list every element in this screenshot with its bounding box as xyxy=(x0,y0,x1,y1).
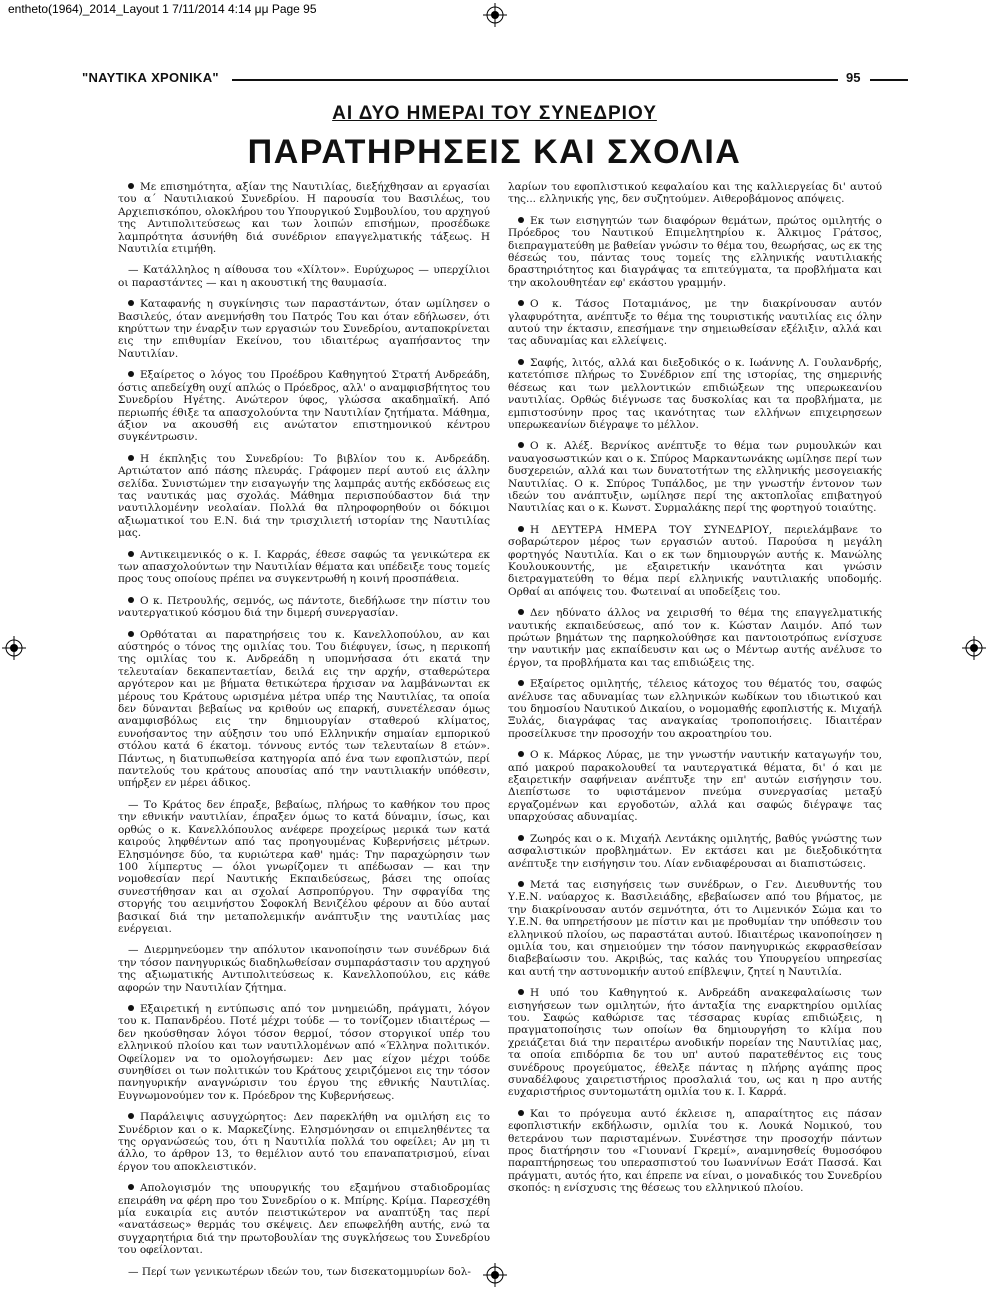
paragraph: Εξαίρετος ομιλητής, τέλειος κάτοχος του θέματός του, σαφώς ανέλυσε τας αδυναμίας των ελληνικών κωδίκων του ιδιωτικού και του δημοσίου Ναυτικού Δικαίου, ο νομομαθής εφοπλιστής κ. Μιχαήλ Ξυλάς, διαγράφας τας αναγκαίας τροποποιήσεις. Ιδιαιτέραν προσείλκυσε την προσοχήν του ακροατηρίου του. xyxy=(508,678,882,740)
bullet-icon xyxy=(518,300,524,306)
bullet-icon xyxy=(518,609,524,615)
paragraph: Εξαίρετος ο λόγος του Προέδρου Καθηγητού Στρατή Ανδρεάδη, όστις απεδείχθη ουχί απλώς ο Πρόεδρος, αλλ' ο αναμφισβήτητος του Συνεδρίου Ηγέτης. Ανώτερον ύφος, γλώσσα ακαδημαϊκή. Από περιωπής έθιξε τα απασχολούντα την Ναυτιλίαν ζητήματα. Μάθημα, άξιον να ακουσθή εις ανώτατον επιστημονικού κέντρου συγκέντρωσιν. xyxy=(118,369,490,444)
paragraph: Εξαιρετική η εντύπωσις από τον μνημειώδη, πράγματι, λόγον του κ. Παπανδρέου. Ποτέ μέχρι τούδε — το τονίζομεν ιδιαιτέρως — δεν ηκούσθησαν λόγοι τόσον θερμοί, τόσον στοργικοί υπέρ του ελληνικού πλοίου και των ναυτιλλομένων από «Έλληνα πολιτικόν. Οφείλομεν να το ομολογήσωμεν: Δεν μας είχον μέχρι τούδε συνηθίσει οι των πολιτικών του Κράτους χειριζόμενοι εις την τόσον πανηγυρικήν αναγνώρισιν του έργου της εθνικής Ναυτιλίας. Ευγνωμονούμεν τον κ. Πρόεδρον της Κυβερνήσεως. xyxy=(118,1002,490,1102)
paragraph: Παράλειψις ασυγχώρητος: Δεν παρεκλήθη να ομιλήση εις το Συνέδριον και ο κ. Μαρκεζίνης. Ελησμόνησαν οι επιμεληθέντες τα της οργανώσεώς του, ότι η Ναυτιλία πολλά του οφείλει; Αν μη τι άλλο, το άρθρον 13, το θεμέλιον αυτό του επαναπατρισμού, είναι έργον του αποκλειστικόν. xyxy=(118,1111,490,1173)
bullet-icon xyxy=(128,551,134,557)
bullet-icon xyxy=(128,1184,134,1190)
bullet-icon xyxy=(518,989,524,995)
bullet-icon xyxy=(128,1113,134,1119)
registration-mark-icon xyxy=(483,3,507,27)
bullet-icon xyxy=(128,371,134,377)
paragraph: — Το Κράτος δεν έπραξε, βεβαίως, πλήρως το καθήκον του προς την εθνικήν ναυτιλίαν, έπραξεν όμως το κατά δύναμιν, ίσως, και ορθώς ο κ. Κανελλόπουλος ανέφερε προχείρως μερικά των κατά καιρούς ληφθέντων από τας προηγουμένας Κυβερνήσεις μέτρων. Ελησμόνησε δύο, τα κυριώτερα καθ' ημάς: Την παραχώρησιν των 100 λίμπερτυς — όλοι γνωρίζομεν τι απέδωσαν — και την νομοθεσίαν περί Ναυτικής Εκπαιδεύσεως, βάσει της οποίας συνεστήθησαν και αι σχολαί Ασπροπύργου. Την σφραγίδα της στοργής του αειμνήστου Σοφοκλή Βενιζέλου φέρουν αι δύο αυταί βασικαί διά την μεταπολεμικήν ανάπτυξιν της ναυτιλίας μας ενέργειαι. xyxy=(118,798,490,935)
paragraph: Με επισημότητα, αξίαν της Ναυτιλίας, διεξήχθησαν αι εργασίαι του α΄ Ναυτιλιακού Συνεδρίου. Η παρουσία του Βασιλέως, του Αρχιεπισκόπου, ολοκλήρου του Υπουργικού Συμβουλίου, του αρχηγού της Αντιπολιτεύσεως και των λοιπών επισήμων, προσέδωκε λαμπρότητα άσυνήθη διά συνέδριον επαγγελματικής τάξεως. Η Ναυτιλία ετιμήθη. xyxy=(118,181,490,256)
bullet-icon xyxy=(518,526,524,532)
bullet-icon xyxy=(128,631,134,637)
paragraph: Μετά τας εισηγήσεις των συνέδρων, ο Γεν. Διευθυντής του Υ.Ε.Ν. ναύαρχος κ. Βασιλειάδης, εβεβαίωσεν από του βήματος, με την διακρίνουσαν αυτόν σεμνότητα, ότι το Λιμενικόν Σώμα και το Υ.Ε.Ν. θα υπηρετήσουν με πίστιν και με προθυμίαν την υπόθεσιν του ελληνικού πλοίου, ως παραστάται αυτού. Ιδιαιτέρως ικανοποίησεν η ομιλία του, και σημειούμεν την τόσον πανηγυρικώς εκφρασθείσαν διαβεβαίωσιν του. Ακριβώς, τας καλάς του Υπουργείου υπηρεσίας και αυτή την αστυνομικήν αυτού επίβλεψιν, ζητεί η Ναυτιλία. xyxy=(508,878,882,978)
paragraph: — Περί των γενικωτέρων ιδεών του, των δισεκατομμυρίων δολ- xyxy=(128,1265,471,1278)
paragraph: Η έκπληξις του Συνεδρίου: Το βιβλίον του κ. Ανδρεάδη. Αρτιώτατον από πάσης πλευράς. Γράφομεν περί αυτού εις άλλην σελίδα. Συνιστώμεν την εισαγωγήν της λαμπράς αυτής εκδόσεως εις τας ναυτικάς μας σχολάς. Μάθημα περισπούδαστον διά την ναυτιλλομένην νεολαίαν. Πολλά θα πληροφορηθούν οι δόκιμοι αξιωματικοί του Ε.Ν. διά την τρισχιλιετή ιστορίαν της Ναυτιλίας μας. xyxy=(118,452,490,540)
bullet-icon xyxy=(518,881,524,887)
bullet-icon xyxy=(128,183,134,189)
bullet-icon xyxy=(518,680,524,686)
paragraph: Ο κ. Τάσος Ποταμιάνος, με την διακρίνουσαν αυτόν γλαφυρότητα, ανέπτυξε το θέμα της τουριστικής ναυτιλίας εις όλην αυτού την έκτασιν, επεσήμανε την σημειωθείσαν εξέλιξιν, αλλά και τας αδυναμίας και ελλείψεις. xyxy=(508,298,882,348)
paragraph: Η ΔΕΥΤΕΡΑ ΗΜΕΡΑ ΤΟΥ ΣΥΝΕΔΡΙΟΥ, περιελάμβανε το σοβαρώτερον μέρος των εργασιών αυτού. Παρούσα η μεγάλη φορτηγός Ναυτιλία. Και ο εκ των δημιουργών αυτής κ. Μανώλης Κουλουκουντής, με εξαιρετικήν ικανότητα και γνώσιν διετραγματεύθη το θέμα περί ελληνικής ναυτιλιακής υποδομής. Ορθαί αι απόψεις του. Φωτειναί αι υποδείξεις του. xyxy=(508,523,882,598)
paragraph: Δεν ηδύνατο άλλος να χειρισθή το θέμα της επαγγελματικής ναυτικής εκπαιδεύσεως, από τον κ. Κώσταν Λαιμόν. Από των πρώτων βημάτων της παρηκολούθησε και παντοιοτρόπως ενίσχυσε την ναυτικήν μας εκπαίδευσιν και ως ο Μέντωρ αυτής ανέλυσε το έργον, τα προβλήματα και τας επιδιώξεις της. xyxy=(508,607,882,669)
bullet-icon xyxy=(128,300,134,306)
paragraph: Ζωηρός και ο κ. Μιχαήλ Λεντάκης ομιλητής, βαθύς γνώστης των ασφαλιστικών προβλημάτων. Εν εκτάσει και με διεξοδικότητα ανέπτυξε την εισήγησιν του. Λίαν ενδιαφέρουσαι αι διαπιστώσεις. xyxy=(508,832,882,870)
paragraph: Απολογισμόν της υπουργικής του εξαμήνου σταδιοδρομίας επειράθη να φέρη προ του Συνεδρίου ο κ. Μπίρης. Κρίμα. Παρεσχέθη μία ευκαιρία εις αυτόν πειστικώτερον να αναπτύξη τας περί «ανατάσεως» θερμάς του σκέψεις. Δεν επωφελήθη αυτής, ενώ τα συγχαρητήρια διά την πρωτοβουλίαν της συγκλήσεως του Συνεδρίου του οφείλονται. xyxy=(118,1182,490,1257)
print-slug: entheto(1964)_2014_Layout 1 7/11/2014 4:14 μμ Page 95 xyxy=(8,2,317,16)
page-number: 95 xyxy=(846,70,861,85)
bullet-icon xyxy=(128,1005,134,1011)
paragraph: Αντικειμενικός ο κ. Ι. Καρράς, έθεσε σαφώς τα γενικώτερα εκ των απασχολούντων την Ναυτιλίαν θέματα και υπέδειξε τους τομείς προς τους οποίους πρέπει να συγκεντρωθή η κοινή προσπάθεια. xyxy=(118,548,490,586)
paragraph: Ορθόταται αι παρατηρήσεις του κ. Κανελλοπούλου, αν και αύστηρός ο τόνος της ομιλίας του. Του διέφυγεν, ίσως, η περικοπή της ομιλίας του κ. Ανδρεάδη η υπομνήσασα ότι εκατά την τελευταίαν δεκαπενταετίαν, δειλά εις την αρχήν, σταθερώτερα αργότερον και με βήματα θετικώτερα ήρχισαν να λαμβάνωνται εκ μέρους του Κράτους ωρισμένα μέτρα υπέρ της Ναυτιλίας, τα οποία δεν δύνανται βεβαίως να κριθούν ως επαρκή, συνετέλεσαν όμως αναμφισβόλως εις την δημιουργίαν σταθερού κλίματος, ευνοήσαντος την αύξησιν του υπό Ελληνικήν σημαίαν εμπορικού στόλου κατά 6 έκατομ. τόννους εντός των τελευταίων 8 ετών». Πάντως, η διατυπωθείσα κατηγορία από ένα των εφοπλιστών, περί παντελούς του κράτους απουσίας από την ναυτιλιακήν υπόθεσιν, υπήρξεν εν μέρει άδικος. xyxy=(118,628,490,790)
paragraph: Εκ των εισηγητών των διαφόρων θεμάτων, πρώτος ομιλητής ο Πρόεδρος του Ναυτικού Επιμελητηρίου κ. Άλκιμος Γράτσος, διεπραγματεύθη με βαθείαν γνώσιν το θέμα του, θεωρήσας, ως εκ της θέσεώς του, πάντας τους τομείς της ελληνικής ναυτιλιακής δραστηριότητος και διαγράψας τα επιτεύγματα, τα προβλήματα και την ακολουθητέαν εφ' εκάστου γραμμήν. xyxy=(508,214,882,289)
registration-mark-icon xyxy=(962,636,986,660)
bullet-icon xyxy=(128,455,134,461)
running-head-rule xyxy=(232,79,838,81)
paragraph: Και το πρόγευμα αυτό έκλεισε η, απαραίτητος εις πάσαν εφοπλιστικήν εκδήλωσιν, ομιλία του κ. Λουκά Νομικού, του θετεράνου των παρισταμένων. Συνέστησε την προσοχήν πάντων προς διατήρησιν του «Γιουνανί Γκρεμί», αναμνησθείς θυμοσόφου παραπτήρησεως του υπερασπιστού του Ιωαννίνων Εσάτ Πασσά. Και πράγματι, αυτός ήτο, και έπρεπε να είναι, ο μοναδικός του Συνεδρίου σκοπός: η ενίσχυσις της θέσεως του ελληνικού πλοίου. xyxy=(508,1107,882,1195)
bullet-icon xyxy=(518,217,524,223)
bullet-icon xyxy=(518,1110,524,1116)
bullet-icon xyxy=(518,835,524,841)
paragraph: Η υπό του Καθηγητού κ. Ανδρεάδη ανακεφαλαίωσις των εισηγήσεων των ομιλητών, ήτο άνταξία της εναρκτηρίου ομιλίας του. Σαφώς καθώρισε τας τέσσαρας κυρίας επιδιώξεις, η πραγματοποίησις των οποίων θα δημιουργήση το κλίμα που χρειάζεται διά την περαιτέρω ανοδικήν πορείαν της Ναυτιλίας μας, τα οποία επιδόρπια δε του υπ' αυτού παρατεθέντος εις τους συνέδρους προγεύματος, έθελξε πάντας η πλήρης αγάπης προς συναδέλφους χαιρετιστήριος προσλαλιά του, ως και η προ αυτής ευχαριστήριος συντομωτάτη ομιλία του κ. Ι. Καρρά. xyxy=(508,987,882,1099)
bullet-icon xyxy=(518,751,524,757)
paragraph: — Διερμηνεύομεν την απόλυτον ικανοποίησιν των συνέδρων διά την τόσον πανηγυρικώς διαδηλωθείσαν συμπαράστασιν του αρχηγού της αξιωματικής Αντιπολιτεύσεως κ. Κανελλοπούλου, εις κάθε αφορών την Ναυτιλίαν ζήτημα. xyxy=(118,944,490,994)
paragraph: λαρίων του εφοπλιστικού κεφαλαίου και της καλλιεργείας δι' αυτού της... ελληνικής γης, δεν συζητούμεν. Αιθεροβάμονος απόψεις. xyxy=(508,181,882,206)
bullet-icon xyxy=(128,597,134,603)
article-title: ΠΑΡΑΤΗΡΗΣΕΙΣ ΚΑΙ ΣΧΟΛΙΑ xyxy=(247,133,742,171)
running-head-rule xyxy=(870,79,908,81)
paragraph: Ο κ. Πετρουλής, σεμνός, ως πάντοτε, διεδήλωσε την πίστιν του ναυτεργατικού κόσμου διά την διμερή συνεργασίαν. xyxy=(118,594,490,620)
right-column xyxy=(508,181,882,1204)
article-kicker: ΑΙ ΔΥΟ ΗΜΕΡΑΙ ΤΟΥ ΣΥΝΕΔΡΙΟΥ xyxy=(332,103,657,124)
bullet-icon xyxy=(518,359,524,365)
registration-mark-icon xyxy=(2,636,26,660)
paragraph: — Κατάλληλος η αίθουσα του «Χίλτον». Ευρύχωρος — υπερχίλιοι οι παραστάντες — και η ακουστική της θαυμασία. xyxy=(118,264,490,289)
paragraph: Σαφής, λιτός, αλλά και διεξοδικός ο κ. Ιωάννης Λ. Γουλανδρής, κατετόπισε πλήρως το Συνέδριον επί της ιστορίας, της σημερινής θέσεως και των μελλοντικών επιδιώξεων της υπερωκεανίου ναυτιλίας. Ορθώς διέγνωσε τας δυσκολίας και τα προβλήματα, με εμπιστοσύνην προς τας ικανότητας των ελλήνων επιχειρησεων υπερωκεανίων διέγραψε το μέλλον. xyxy=(508,356,882,431)
bullet-icon xyxy=(518,442,524,448)
paragraph: Ο κ. Αλέξ. Βερνίκος ανέπτυξε το θέμα των ρυμουλκών και ναυαγοσωστικών και ο κ. Σπύρος Μαρκαντωνάκης ωμίλησε περί των δυσχερειών, αλλά και των δυνατοτήτων της ελληνικής μεσογειακής Ναυτιλίας. Ο κ. Σπύρος Τυπάλδος, με την γνωστήν έντονον των ιδεών του ανάπτυξιν, ωμίλησε περί της ακτοπλοΐας επιβατηγού Ναυτιλίας και ο κ. Κωνστ. Συρμαλάκης περί της φορτηγού τοιαύτης. xyxy=(508,440,882,515)
paragraph: Καταφανής η συγκίνησις των παραστάντων, όταν ωμίλησεν ο Βασιλεύς, όταν ανεμνήσθη του Πατρός Του και όταν εδήλωσεν, ότι κηρύττων την έναρξιν των εργασιών του Συνεδρίου, ανταποκρίνεται εις την επιθυμίαν Εκείνου, του ιδιαιτέρως αγαπήσαντος την Ναυτιλίαν. xyxy=(118,298,490,360)
paragraph: Ο κ. Μάρκος Λύρας, με την γνωστήν ναυτικήν καταγωγήν του, από μακρού παρακολουθεί τα ναυτεργατικά θέματα, δι' ό και με εξαιρετικήν σαφήνειαν ανέπτυξε την επ' αυτών εισήγησιν του. Διεπίστωσε το υφιστάμενον πνεύμα συνεργασίας μεταξύ εργαζομένων και εργοδοτών, αλλά και σαφώς διέγραψε τας υπαρχούσας αδυναμίας. xyxy=(508,749,882,824)
running-head-title: "ΝΑΥΤΙΚΑ ΧΡΟΝΙΚΑ" xyxy=(82,70,219,85)
left-column xyxy=(118,181,490,1287)
